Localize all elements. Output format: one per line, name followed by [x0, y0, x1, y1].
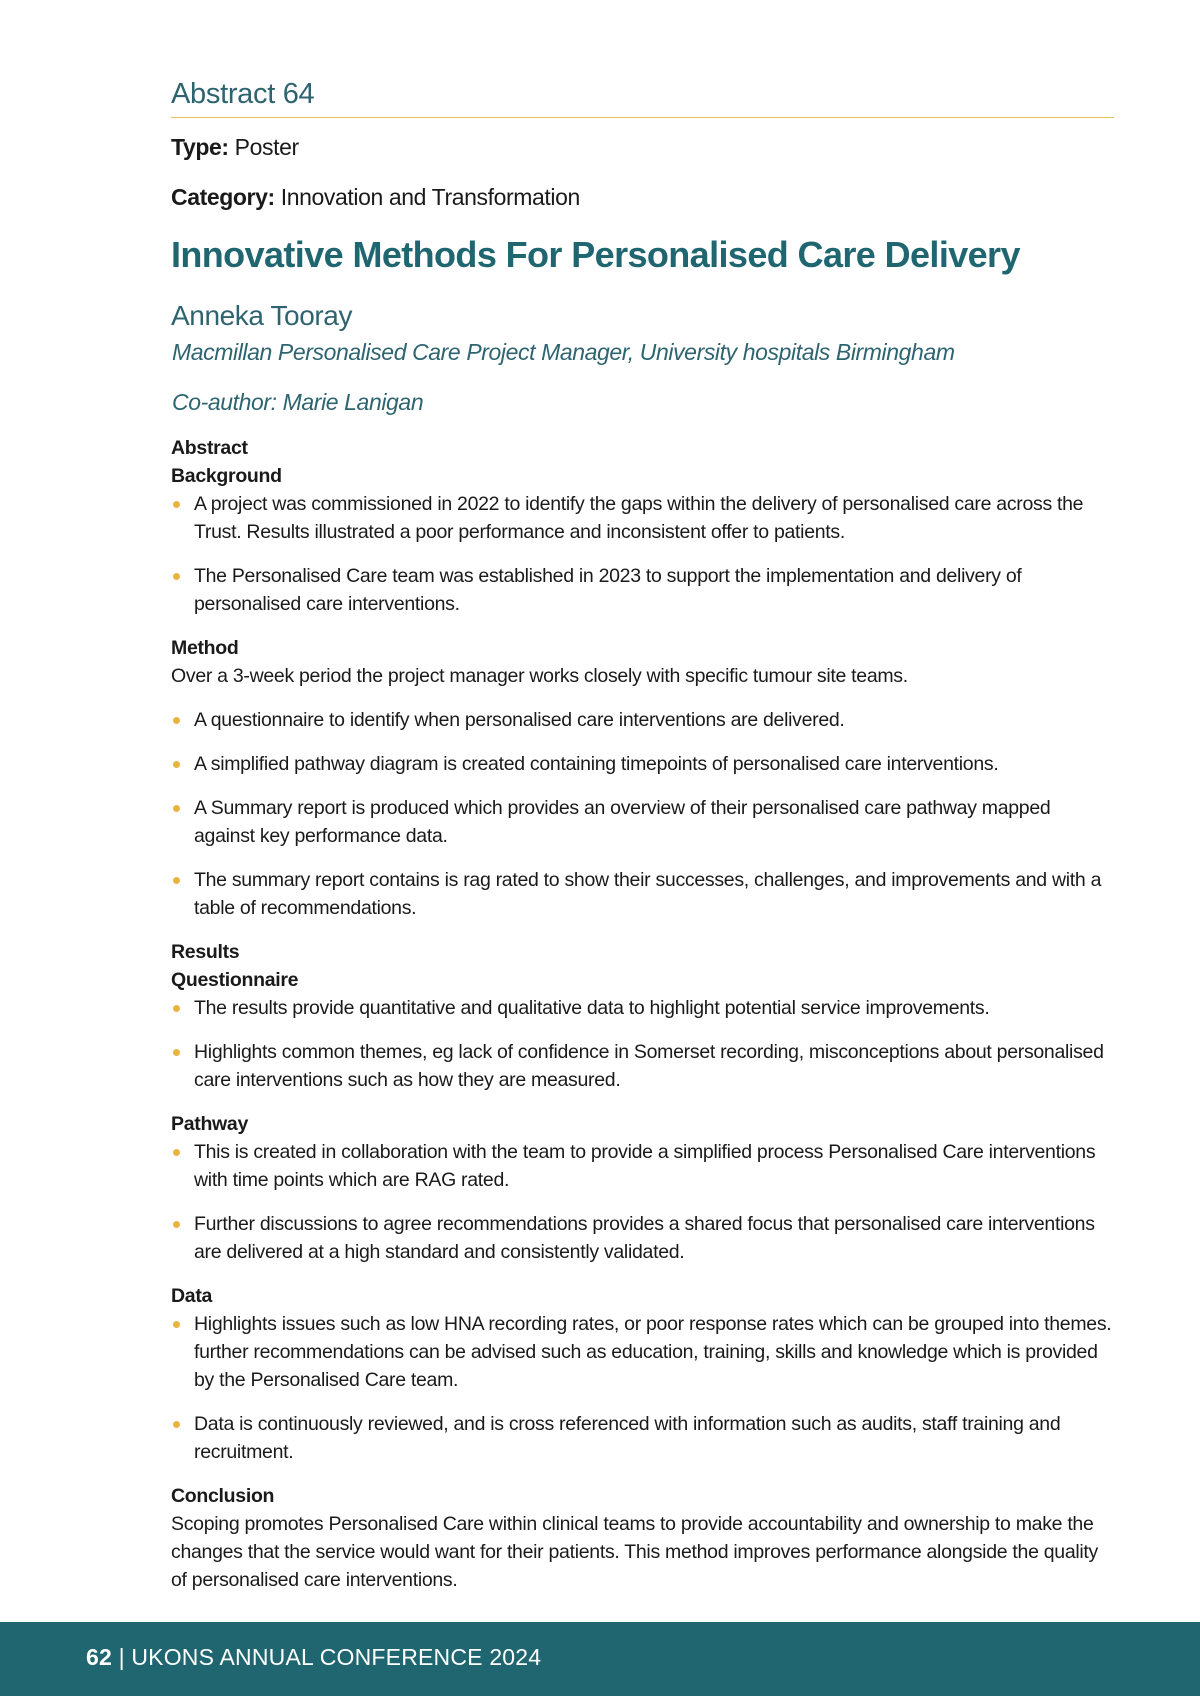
list-item: A Summary report is produced which provides an overview of their personalised care pathway mapped against key performance data. [171, 794, 1114, 850]
list-item: This is created in collaboration with the team to provide a simplified process Personalised Care interventions with time points which are RAG rated. [171, 1138, 1114, 1194]
questionnaire-list [171, 994, 1114, 1094]
author-affiliation: Macmillan Personalised Care Project Manager, University hospitals Birmingham [172, 339, 955, 365]
category-value: Innovation and Transformation [280, 184, 580, 210]
author-name: Anneka Tooray [171, 300, 353, 331]
method-heading: Method [171, 637, 239, 659]
footer-separator: | [118, 1644, 125, 1670]
list-item: The results provide quantitative and qualitative data to highlight potential service improvements. [171, 994, 1114, 1022]
pathway-heading: Pathway [171, 1113, 249, 1135]
abstract-heading: Abstract [171, 437, 248, 459]
list-item: Highlights common themes, eg lack of confidence in Somerset recording, misconceptions about personalised care interventions such as how they are measured. [171, 1038, 1114, 1094]
page-number: 62 [86, 1644, 112, 1670]
type-line [171, 134, 299, 161]
type-value: Poster [234, 134, 299, 160]
conclusion-text: Scoping promotes Personalised Care within clinical teams to provide accountability and ownership to make the changes that the service would want for their patients. This method improves performance alongside the quality of personalised care interventions. [171, 1513, 1098, 1591]
method-list [171, 706, 1114, 922]
conclusion-heading: Conclusion [171, 1485, 275, 1507]
coauthor: Co-author: Marie Lanigan [172, 389, 424, 415]
list-item: A questionnaire to identify when personalised care interventions are delivered. [171, 706, 1114, 734]
footer-text [86, 1644, 541, 1671]
abstract-body [171, 434, 1114, 1594]
background-heading: Background [171, 465, 282, 487]
list-item: Highlights issues such as low HNA recording rates, or poor response rates which can be grouped into themes. further recommendations can be advised such as education, training, skills and knowledge which is provided by the Personalised Care team. [171, 1310, 1114, 1394]
pathway-list [171, 1138, 1114, 1266]
questionnaire-heading: Questionnaire [171, 969, 299, 991]
method-intro: Over a 3-week period the project manager works closely with specific tumour site teams. [171, 665, 908, 687]
abstract-title: Innovative Methods For Personalised Care Delivery [171, 234, 1020, 275]
abstract-number: Abstract 64 [171, 78, 1114, 118]
list-item: The Personalised Care team was established in 2023 to support the implementation and delivery of personalised care interventions. [171, 562, 1114, 618]
background-list [171, 490, 1114, 618]
category-line [171, 184, 580, 211]
list-item: Further discussions to agree recommendations provides a shared focus that personalised care interventions are delivered at a high standard and consistently validated. [171, 1210, 1114, 1266]
type-label: Type: [171, 134, 229, 160]
conference-name: UKONS ANNUAL CONFERENCE 2024 [131, 1644, 542, 1670]
page-footer [0, 1622, 1200, 1696]
list-item: A project was commissioned in 2022 to identify the gaps within the delivery of personalised care across the Trust. Results illustrated a poor performance and inconsistent offer to patients. [171, 490, 1114, 546]
data-list [171, 1310, 1114, 1466]
list-item: The summary report contains is rag rated to show their successes, challenges, and improvements and with a table of recommendations. [171, 866, 1114, 922]
category-label: Category: [171, 184, 275, 210]
list-item: A simplified pathway diagram is created containing timepoints of personalised care interventions. [171, 750, 1114, 778]
data-heading: Data [171, 1285, 213, 1307]
list-item: Data is continuously reviewed, and is cross referenced with information such as audits, staff training and recruitment. [171, 1410, 1114, 1466]
results-heading: Results [171, 941, 240, 963]
